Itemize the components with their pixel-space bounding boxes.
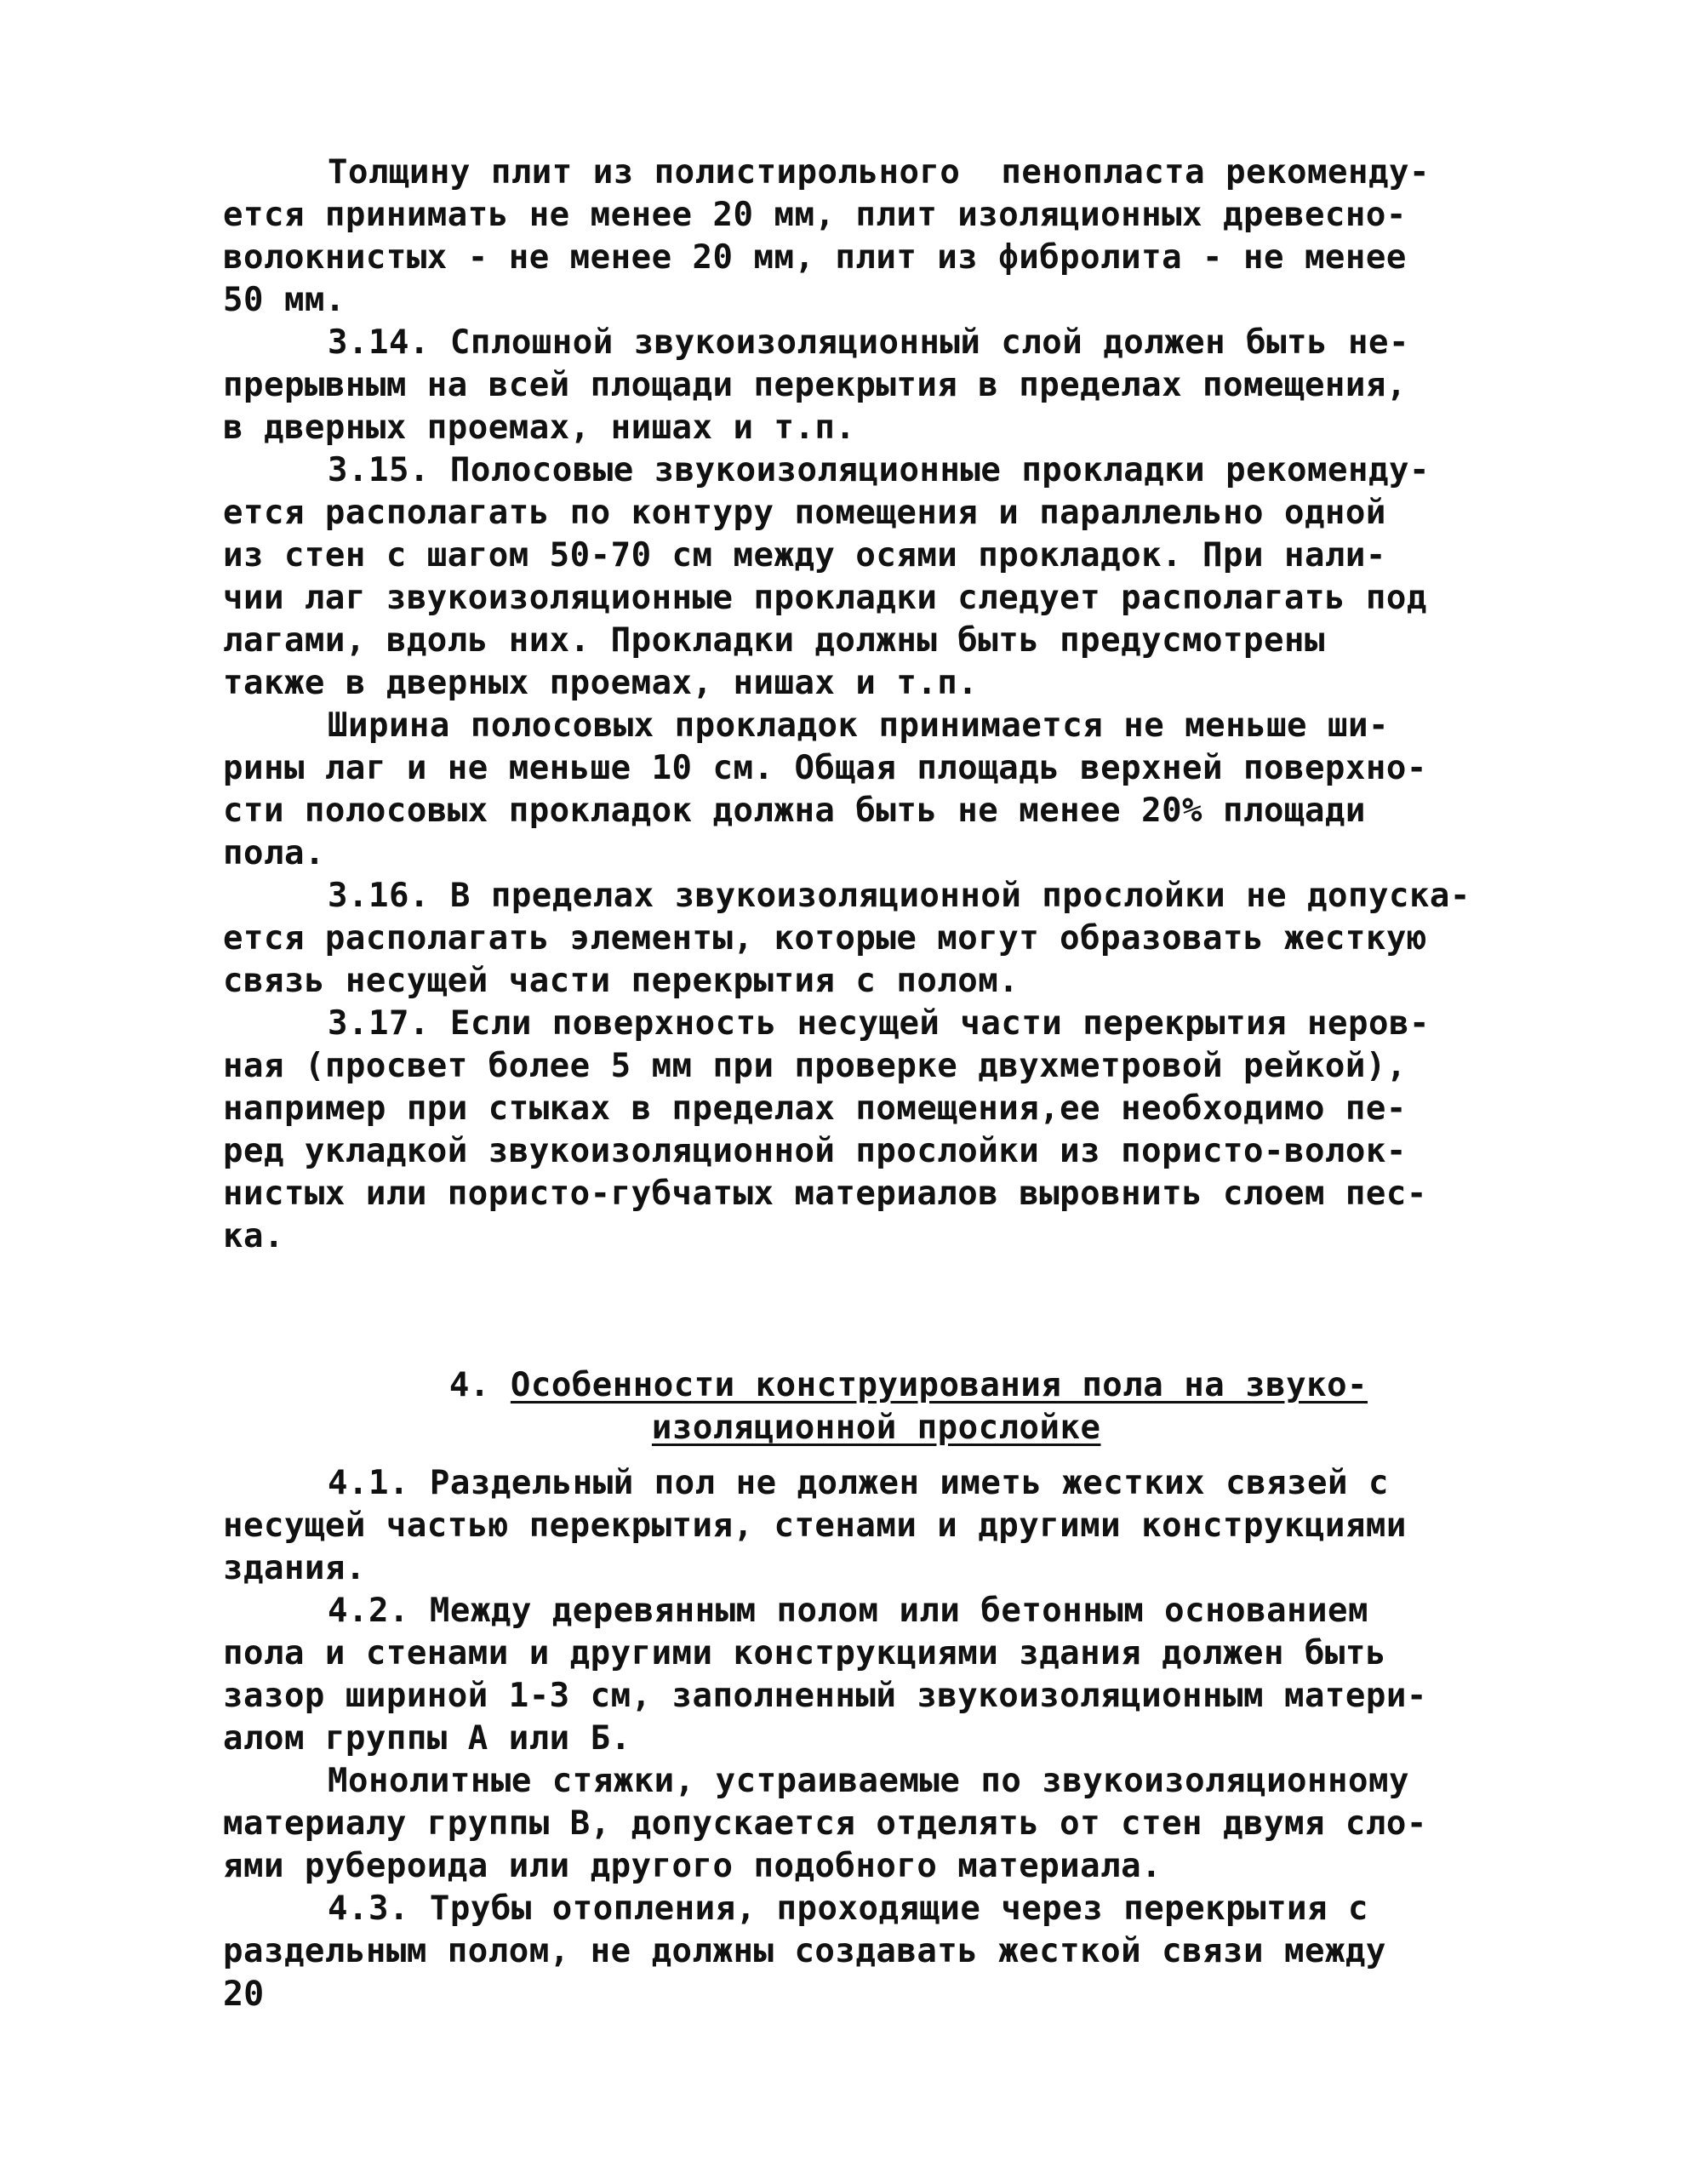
text-line: сти полосовых прокладок должна быть не менее 20% площади <box>223 792 1366 830</box>
text-line: прерывным на всей площади перекрытия в пределах помещения, <box>223 366 1407 404</box>
text-line: алом группы А или Б. <box>223 1719 631 1758</box>
text-line: 3.14. Сплошной звукоизоляционный слой должен быть не- <box>328 323 1409 362</box>
text-line: несущей частью перекрытия, стенами и другими конструкциями <box>223 1506 1407 1545</box>
text-line: 3.17. Если поверхность несущей части перекрытия неров- <box>328 1004 1430 1043</box>
page-number: 20 <box>223 1975 265 2014</box>
text-line: 50 мм. <box>223 281 346 319</box>
text-line: в дверных проемах, нишах и т.п. <box>223 409 856 447</box>
text-line: 3.15. Полосовые звукоизоляционные прокладки рекоменду- <box>328 451 1430 489</box>
text-line: из стен с шагом 50-70 см между осями прокладок. При нали- <box>223 536 1386 575</box>
text-line: рины лаг и не меньше 10 см. Общая площадь верхней поверхно- <box>223 749 1427 787</box>
text-line: пола. <box>223 834 325 872</box>
text-line: чии лаг звукоизоляционные прокладки следует располагать под <box>223 579 1427 617</box>
text-line: раздельным полом, не должны создавать жесткой связи между <box>223 1932 1386 1970</box>
text-line: 4.2. Между деревянным полом или бетонным основанием <box>328 1592 1368 1630</box>
text-line: ется располагать элементы, которые могут образовать жесткую <box>223 919 1427 958</box>
text-line: ка. <box>223 1217 284 1255</box>
text-line: 3.16. В пределах звукоизоляционной прослойки не допуска- <box>328 877 1471 915</box>
text-line: пола и стенами и другими конструкциями здания должен быть <box>223 1634 1386 1672</box>
text-line: также в дверных проемах, нишах и т.п. <box>223 664 979 702</box>
text-line: зазор шириной 1-3 см, заполненный звукоизоляционным матери- <box>223 1677 1427 1715</box>
text-line: ями рубероида или другого подобного материала. <box>223 1847 1162 1885</box>
text-line: ная (просвет более 5 мм при проверке двухметровой рейкой), <box>223 1047 1407 1085</box>
section-title-part1: Особенности конструирования пола на звуко- <box>510 1366 1368 1404</box>
text-line: например при стыках в пределах помещения,ее необходимо пе- <box>223 1089 1407 1128</box>
text-line: Ширина полосовых прокладок принимается не меньше ши- <box>328 706 1389 745</box>
text-line: здания. <box>223 1549 366 1587</box>
text-line: 4.1. Раздельный пол не должен иметь жестких связей с <box>328 1464 1389 1502</box>
text-line: ется принимать не менее 20 мм, плит изоляционных древесно- <box>223 196 1407 234</box>
text-line: ется располагать по контуру помещения и параллельно одной <box>223 494 1386 532</box>
text-line: лагами, вдоль них. Прокладки должны быть предусмотрены <box>223 621 1325 660</box>
text-line: материалу группы В, допускается отделять от стен двумя сло- <box>223 1804 1427 1843</box>
section-title-part2: изоляционной прослойке <box>651 1409 1101 1447</box>
text-line: нистых или пористо-губчатых материалов выровнить слоем пес- <box>223 1175 1427 1213</box>
text-line: волокнистых - не менее 20 мм, плит из фибролита - не менее <box>223 238 1407 277</box>
text-line: связь несущей части перекрытия с полом. <box>223 962 1020 1000</box>
text-line: ред укладкой звукоизоляционной прослойки из пористо-волок- <box>223 1132 1407 1170</box>
section-number: 4. <box>448 1366 490 1404</box>
text-line: 4.3. Трубы отопления, проходящие через перекрытия с <box>328 1889 1368 1928</box>
text-line: Монолитные стяжки, устраиваемые по звукоизоляционному <box>328 1762 1409 1800</box>
text-line: Толщину плит из полистирольного пенопласта рекоменду- <box>328 153 1430 192</box>
